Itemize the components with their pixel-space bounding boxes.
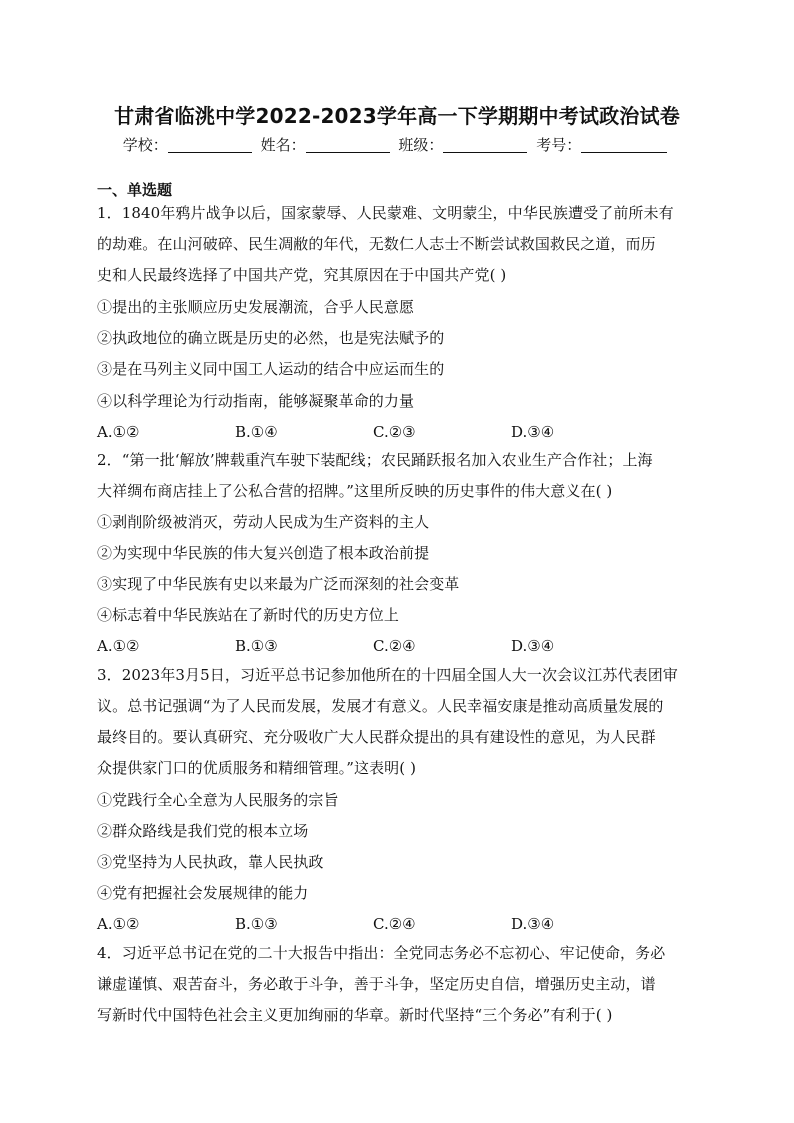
school-label: 学校： (122, 136, 168, 154)
q2-item: ①剥削阶级被消灭，劳动人民成为生产资料的主人 (97, 513, 430, 531)
q3-item: ③党坚持为人民执政，靠人民执政 (97, 853, 324, 871)
q1-item: ①提出的主张顺应历史发展潮流，合乎人民意愿 (97, 298, 415, 316)
section-heading: 一、单选题 (97, 181, 173, 199)
q3-item: ①党践行全心全意为人民服务的宗旨 (97, 791, 339, 809)
q2-option-a[interactable]: A.①② (97, 637, 140, 655)
q1-option-d[interactable]: D.③④ (511, 423, 555, 441)
page-title: 甘肃省临洮中学2022-2023学年高一下学期期中考试政治试卷 (114, 104, 680, 128)
q1-stem-line: 1．1840年鸦片战争以后，国家蒙辱、人民蒙难、文明蒙尘，中华民族遭受了前所未有 (97, 204, 674, 222)
q3-stem-line: 众提供家门口的优质服务和精细管理。”这表明( ) (97, 759, 417, 777)
q1-stem-line: 的劫难。在山河破碎、民生凋敝的年代，无数仁人志士不断尝试救国救民之道，而历 (97, 235, 656, 253)
name-blank (306, 136, 390, 153)
school-blank (168, 136, 252, 153)
q2-item: ②为实现中华民族的伟大复兴创造了根本政治前提 (97, 544, 430, 562)
student-info-line (0, 134, 794, 156)
class-label: 班级： (398, 136, 444, 154)
q3-stem-line: 3．2023年3月5日，习近平总书记参加他所在的十四届全国人大一次会议江苏代表团审 (97, 666, 678, 684)
q2-option-b[interactable]: B.①③ (235, 637, 278, 655)
q3-stem-line: 最终目的。要认真研究、充分吸收广大人民群众提出的具有建设性的意见，为人民群 (97, 728, 656, 746)
q1-item: ④以科学理论为行动指南，能够凝聚革命的力量 (97, 392, 415, 410)
q3-stem-line: 议。总书记强调“为了人民而发展，发展才有意义。人民幸福安康是推动高质量发展的 (97, 697, 664, 715)
q4-stem-line: 谦虚谨慎、艰苦奋斗，务必敢于斗争，善于斗争，坚定历史自信，增强历史主动，谱 (97, 975, 656, 993)
q2-item: ③实现了中华民族有史以来最为广泛而深刻的社会变革 (97, 575, 460, 593)
q1-item: ③是在马列主义同中国工人运动的结合中应运而生的 (97, 360, 445, 378)
q3-option-b[interactable]: B.①③ (235, 915, 278, 933)
q4-stem-line: 4．习近平总书记在党的二十大报告中指出：全党同志务必不忘初心、牢记使命，务必 (97, 944, 666, 962)
q1-option-a[interactable]: A.①② (97, 423, 140, 441)
q2-option-d[interactable]: D.③④ (511, 637, 555, 655)
q4-stem-line: 写新时代中国特色社会主义更加绚丽的华章。新时代坚持“三个务必”有利于( ) (97, 1006, 613, 1024)
q2-stem-line: 大祥绸布商店挂上了公私合营的招牌。”这里所反映的历史事件的伟大意义在( ) (97, 482, 613, 500)
q1-option-b[interactable]: B.①④ (235, 423, 278, 441)
q1-item: ②执政地位的确立既是历史的必然，也是宪法赋予的 (97, 329, 445, 347)
q1-option-c[interactable]: C.②③ (373, 423, 416, 441)
number-blank (581, 136, 667, 153)
name-label: 姓名： (260, 136, 306, 154)
q2-item: ④标志着中华民族站在了新时代的历史方位上 (97, 606, 400, 624)
number-label: 考号： (536, 136, 582, 154)
q2-option-c[interactable]: C.②④ (373, 637, 416, 655)
q1-stem-line: 史和人民最终选择了中国共产党，究其原因在于中国共产党( ) (97, 266, 507, 284)
class-blank (443, 136, 527, 153)
q3-option-a[interactable]: A.①② (97, 915, 140, 933)
q3-item: ②群众路线是我们党的根本立场 (97, 822, 309, 840)
q2-stem-line: 2．“第一批‘解放’牌载重汽车驶下装配线；农民踊跃报名加入农业生产合作社；上海 (97, 451, 653, 469)
q3-option-d[interactable]: D.③④ (511, 915, 555, 933)
q3-item: ④党有把握社会发展规律的能力 (97, 884, 309, 902)
q3-option-c[interactable]: C.②④ (373, 915, 416, 933)
